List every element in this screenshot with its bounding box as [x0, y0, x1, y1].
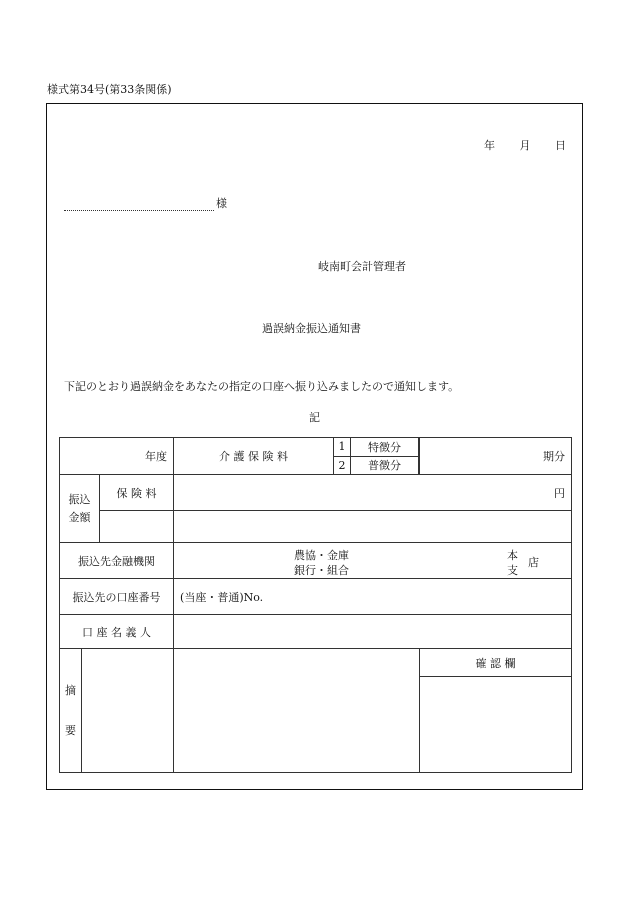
- ki-label: 記: [309, 411, 320, 424]
- recipient-name-blank: [64, 198, 214, 211]
- honten-label: 本: [507, 548, 519, 562]
- remarks-cell: [174, 649, 420, 773]
- account-label: 振込先の口座番号: [60, 579, 174, 615]
- option1-label: 特徴分: [351, 438, 419, 456]
- table-row: [60, 475, 572, 511]
- nendo-label: 年度: [145, 450, 168, 463]
- ten-label: 店: [528, 555, 540, 569]
- issuer: 岐南町会計管理者: [318, 260, 406, 273]
- furikomi-kingaku-label: 振込 金額: [60, 475, 100, 543]
- bank-types-line2: 銀行・組合: [294, 563, 350, 577]
- day-label: 日: [555, 139, 566, 152]
- bank-label: 振込先金融機関: [60, 543, 174, 579]
- blank-label-cell: [100, 511, 174, 543]
- levy-type-cell: [334, 438, 420, 475]
- month-label: 月: [519, 139, 531, 152]
- levy-type-options: [334, 438, 419, 474]
- body-text: 下記のとおり過誤納金をあなたの指定の口座へ振り込みましたので通知します。: [64, 380, 460, 393]
- table-row: [60, 543, 572, 579]
- blank-amount-cell: [174, 511, 572, 543]
- insurance-type-cell: [174, 438, 334, 475]
- option2-label: 普徴分: [351, 456, 419, 474]
- holder-label: 口 座 名 義 人: [60, 615, 174, 649]
- kibun-label: 期分: [543, 450, 566, 463]
- confirm-label: 確 認 欄: [420, 649, 572, 677]
- shiten-label: 支: [507, 563, 519, 577]
- form-number: 様式第34号(第33条関係): [47, 83, 172, 96]
- table-row: [60, 615, 572, 649]
- bank-types-line1: 農協・金庫: [294, 548, 350, 562]
- nendo-cell: [60, 438, 174, 475]
- tekiyo-subcell: [82, 649, 174, 773]
- kibun-cell: [420, 438, 572, 475]
- recipient-suffix: 様: [216, 197, 227, 210]
- year-label: 年: [484, 139, 495, 152]
- document-title: 過誤納金振込通知書: [262, 322, 361, 335]
- table-row: [60, 438, 572, 475]
- notice-table: [59, 437, 572, 773]
- recipient-line: [64, 195, 227, 211]
- confirm-stamp-area: [420, 677, 572, 773]
- table-row: [60, 649, 572, 677]
- yen-label: 円: [554, 486, 566, 500]
- table-row: [60, 511, 572, 543]
- option1-number: 1: [334, 438, 351, 456]
- hokenryo-label: 保 険 料: [100, 475, 174, 511]
- amount-cell: [174, 475, 572, 511]
- table-row: [60, 579, 572, 615]
- date-row: [484, 137, 566, 153]
- option2-number: 2: [334, 456, 351, 474]
- holder-value: [174, 615, 572, 649]
- account-value: (当座・普通)No.: [174, 579, 572, 615]
- bank-cell: [174, 543, 572, 579]
- insurance-type-label: 介 護 保 険 料: [219, 450, 289, 463]
- tekiyo-label: 摘 要: [60, 649, 82, 773]
